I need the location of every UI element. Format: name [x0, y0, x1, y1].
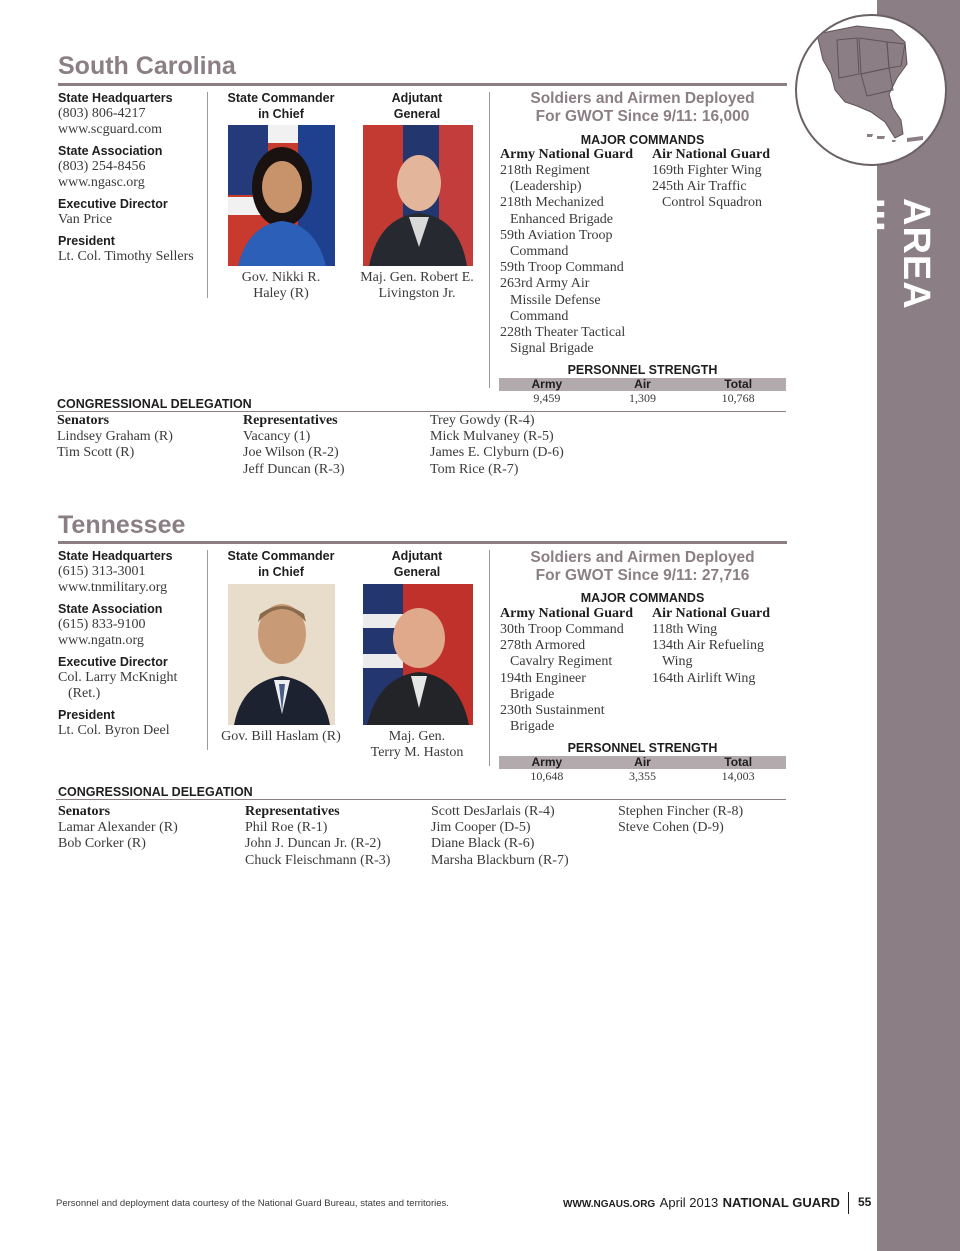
sc-gov-caption-1: Gov. Nikki R. — [241, 270, 321, 285]
tn-divider-2 — [489, 550, 490, 766]
area-label: AREA III — [849, 198, 937, 309]
sc-rep: Joe Wilson (R-2) — [243, 445, 339, 461]
tn-rep: Jim Cooper (D-5) — [431, 820, 531, 836]
tn-rep: Marsha Blackburn (R-7) — [431, 852, 569, 868]
sc-deploy-line-1: Soldiers and Airmen Deployed — [530, 90, 755, 107]
sc-ps-total: 10,768 — [721, 391, 755, 405]
sc-reps-column-2 — [430, 413, 630, 478]
tn-congressional-rule — [56, 799, 786, 800]
sc-assoc-phone: (803) 254-8456 — [58, 159, 146, 174]
tn-pres-label: President — [58, 708, 115, 722]
footer-date: April 2013 — [659, 1195, 719, 1210]
sc-ag-caption-1: Maj. Gen. Robert E. — [360, 270, 474, 285]
sc-ag-label-1: Adjutant — [391, 91, 443, 105]
tn-pres-name: Lt. Col. Byron Deel — [58, 723, 170, 738]
tn-divider-1 — [207, 550, 208, 750]
tn-rep: John J. Duncan Jr. (R-2) — [245, 836, 382, 852]
sc-ps-air: 1,309 — [629, 391, 656, 405]
tn-air-head: Air National Guard — [652, 606, 770, 621]
command-unit: Missile Defense — [510, 292, 601, 308]
page-number: 55 — [858, 1195, 872, 1209]
sc-title-rule — [58, 83, 787, 86]
sc-rep: James E. Clyburn (D-6) — [430, 445, 564, 461]
tn-rep: Diane Black (R-6) — [431, 836, 535, 852]
tn-army-head: Army National Guard — [500, 606, 633, 621]
tn-assoc-web[interactable]: www.ngatn.org — [58, 633, 144, 648]
command-unit: 278th Armored — [500, 638, 586, 654]
tn-ag-label — [363, 548, 471, 580]
footer-divider — [848, 1192, 849, 1214]
sc-army-commands — [500, 147, 650, 357]
tn-reps-column-3 — [618, 804, 783, 836]
command-unit: Enhanced Brigade — [510, 211, 614, 227]
sc-cic-label-1: State Commander — [227, 91, 335, 105]
tn-senator: Bob Corker (R) — [58, 836, 146, 852]
footer-site[interactable]: WWW.NGAUS.ORG — [563, 1199, 656, 1210]
tn-ps-total: 14,003 — [721, 769, 755, 783]
command-unit: 164th Airlift Wing — [652, 670, 756, 686]
tn-ag-label-2: General — [393, 565, 441, 579]
sc-ag-label-2: General — [393, 107, 441, 121]
tn-ag-label-1: Adjutant — [391, 549, 443, 563]
sc-hq-label: State Headquarters — [58, 91, 173, 105]
sc-exec-label: Executive Director — [58, 197, 168, 211]
command-unit: 218th Mechanized — [500, 195, 604, 211]
tn-army-commands — [500, 606, 650, 735]
command-unit: (Leadership) — [510, 179, 582, 195]
sc-rep: Jeff Duncan (R-3) — [243, 461, 345, 477]
tn-contact-column — [58, 548, 203, 739]
tn-governor-photo — [228, 584, 335, 725]
sc-contact-column — [58, 90, 203, 265]
tn-ps-air-label: Air — [634, 755, 651, 769]
sc-adjutant-photo — [363, 125, 473, 266]
tn-ps-army-label: Army — [531, 755, 563, 769]
footer-note: Personnel and deployment data courtesy of the National Guard Bureau, states and territories. — [56, 1198, 449, 1209]
footer-publication — [563, 1194, 840, 1212]
tn-ps-total-label: Total — [724, 755, 753, 769]
tn-hq-web[interactable]: www.tnmilitary.org — [58, 580, 168, 595]
sc-major-commands-heading: MAJOR COMMANDS — [580, 133, 705, 147]
command-unit: 134th Air Refueling — [652, 638, 764, 654]
tn-deployment-heading — [500, 549, 785, 585]
tn-reps-label: Representatives — [245, 804, 340, 819]
sc-personnel-header-bar — [499, 378, 786, 391]
tn-exec-name-2: (Ret.) — [68, 686, 101, 701]
sc-army-list — [500, 163, 650, 357]
command-unit: 218th Regiment — [500, 163, 590, 178]
tn-rep: Scott DesJarlais (R-4) — [431, 804, 555, 819]
tn-reps-column-1 — [245, 804, 425, 869]
command-unit: 230th Sustainment — [500, 703, 605, 719]
tn-assoc-phone: (615) 833-9100 — [58, 617, 146, 632]
tn-cic-label-2: in Chief — [258, 565, 304, 579]
sc-divider-2 — [489, 92, 490, 388]
tn-air-list — [652, 622, 784, 687]
region-map — [795, 14, 947, 166]
sc-senators-column — [57, 413, 232, 462]
tn-rep: Phil Roe (R-1) — [245, 820, 328, 836]
tn-major-commands-heading: MAJOR COMMANDS — [580, 591, 705, 605]
sc-cic-label-2: in Chief — [258, 107, 304, 121]
sc-rep: Vacancy (1) — [243, 429, 311, 445]
tn-exec-label: Executive Director — [58, 655, 168, 669]
tn-governor-caption: Gov. Bill Haslam (R) — [221, 729, 341, 744]
command-unit: 169th Fighter Wing — [652, 163, 762, 178]
sc-ag-caption-2: Livingston Jr. — [378, 286, 456, 301]
tn-exec-name-1: Col. Larry McKnight — [58, 670, 178, 685]
sc-reps-column-1 — [243, 413, 423, 478]
sc-rep: Tom Rice (R-7) — [430, 461, 519, 477]
command-unit: Brigade — [510, 686, 555, 702]
tn-senators-label: Senators — [58, 804, 111, 819]
sc-gov-caption-2: Haley (R) — [253, 286, 309, 301]
tn-air-commands — [652, 606, 784, 687]
sc-reps-label: Representatives — [243, 413, 338, 428]
sc-army-head: Army National Guard — [500, 147, 633, 162]
tn-ag-caption-2: Terry M. Haston — [370, 745, 464, 760]
tn-cic-label-1: State Commander — [227, 549, 335, 563]
command-unit: 59th Troop Command — [500, 260, 624, 276]
sc-deploy-line-2: For GWOT Since 9/11: 16,000 — [535, 108, 750, 125]
sc-assoc-web[interactable]: www.ngasc.org — [58, 175, 145, 190]
tn-reps-column-2 — [431, 804, 611, 869]
sc-ps-army: 9,459 — [533, 391, 561, 405]
tn-rep: Steve Cohen (D-9) — [618, 820, 724, 836]
command-unit: Wing — [662, 654, 693, 670]
sc-hq-web[interactable]: www.scguard.com — [58, 122, 163, 137]
sc-personnel-heading: PERSONNEL STRENGTH — [567, 363, 718, 377]
sc-ag-label — [363, 90, 471, 122]
tn-cic-label — [222, 548, 340, 580]
sc-exec-name: Van Price — [58, 212, 113, 227]
command-unit: Command — [510, 244, 569, 260]
tn-adjutant-photo — [363, 584, 473, 725]
command-unit: Cavalry Regiment — [510, 654, 613, 670]
sc-personnel-values — [499, 392, 786, 405]
tn-title-rule — [58, 541, 787, 544]
tn-personnel-header-bar — [499, 756, 786, 769]
sc-cic-label — [222, 90, 340, 122]
sc-senator: Lindsey Graham (R) — [57, 429, 173, 445]
sc-pres-label: President — [58, 234, 115, 248]
tn-ps-air: 3,355 — [629, 769, 656, 783]
command-unit: 194th Engineer — [500, 670, 586, 686]
sc-air-head: Air National Guard — [652, 147, 770, 162]
tn-adjutant-caption — [352, 729, 482, 761]
command-unit: Signal Brigade — [510, 341, 594, 357]
sc-governor-photo — [228, 125, 335, 266]
sc-congressional-heading: CONGRESSIONAL DELEGATION — [57, 397, 252, 411]
tn-hq-label: State Headquarters — [58, 549, 173, 563]
sc-rep: Trey Gowdy (R-4) — [430, 413, 535, 428]
sc-governor-caption — [222, 270, 340, 302]
tn-congressional-heading: CONGRESSIONAL DELEGATION — [58, 785, 253, 799]
sc-divider-1 — [207, 92, 208, 298]
command-unit: 59th Aviation Troop — [500, 227, 613, 243]
tn-deploy-line-1: Soldiers and Airmen Deployed — [530, 549, 755, 566]
sc-deployment-heading — [500, 90, 785, 126]
command-unit: 118th Wing — [652, 622, 718, 637]
tn-senator: Lamar Alexander (R) — [58, 820, 178, 836]
sc-pres-name: Lt. Col. Timothy Sellers — [58, 249, 194, 264]
sc-hq-phone: (803) 806-4217 — [58, 106, 146, 121]
sc-rep: Mick Mulvaney (R-5) — [430, 429, 554, 445]
tn-ps-army: 10,648 — [530, 769, 564, 783]
sc-ps-air-label: Air — [634, 377, 651, 391]
tn-army-list — [500, 622, 650, 735]
tn-rep: Stephen Fincher (R-8) — [618, 804, 744, 819]
tn-rep: Chuck Fleischmann (R-3) — [245, 852, 391, 868]
command-unit: Brigade — [510, 719, 555, 735]
tn-personnel-values — [499, 770, 786, 783]
sc-state-title: South Carolina — [58, 52, 236, 80]
tn-deploy-line-2: For GWOT Since 9/11: 27,716 — [535, 567, 750, 584]
command-unit: 245th Air Traffic — [652, 179, 747, 195]
sc-congressional-rule — [56, 411, 786, 412]
footer-magazine: NATIONAL GUARD — [722, 1195, 840, 1210]
command-unit: 263rd Army Air — [500, 276, 590, 292]
tn-state-title: Tennessee — [58, 511, 186, 539]
tn-personnel-heading: PERSONNEL STRENGTH — [567, 741, 718, 755]
sc-assoc-label: State Association — [58, 144, 163, 158]
sc-ps-total-label: Total — [724, 377, 753, 391]
southeast-map-icon — [797, 16, 945, 164]
sc-senators-label: Senators — [57, 413, 110, 428]
tn-hq-phone: (615) 313-3001 — [58, 564, 146, 579]
tn-senators-column — [58, 804, 238, 853]
sc-ps-army-label: Army — [531, 377, 563, 391]
tn-ag-caption-1: Maj. Gen. — [388, 729, 446, 744]
sc-adjutant-caption — [352, 270, 482, 302]
command-unit: Control Squadron — [662, 195, 762, 211]
command-unit: 30th Troop Command — [500, 622, 624, 637]
tn-assoc-label: State Association — [58, 602, 163, 616]
command-unit: Command — [510, 308, 569, 324]
sc-air-commands — [652, 147, 784, 212]
command-unit: 228th Theater Tactical — [500, 325, 626, 341]
sc-air-list — [652, 163, 784, 212]
sc-senator: Tim Scott (R) — [57, 445, 135, 461]
